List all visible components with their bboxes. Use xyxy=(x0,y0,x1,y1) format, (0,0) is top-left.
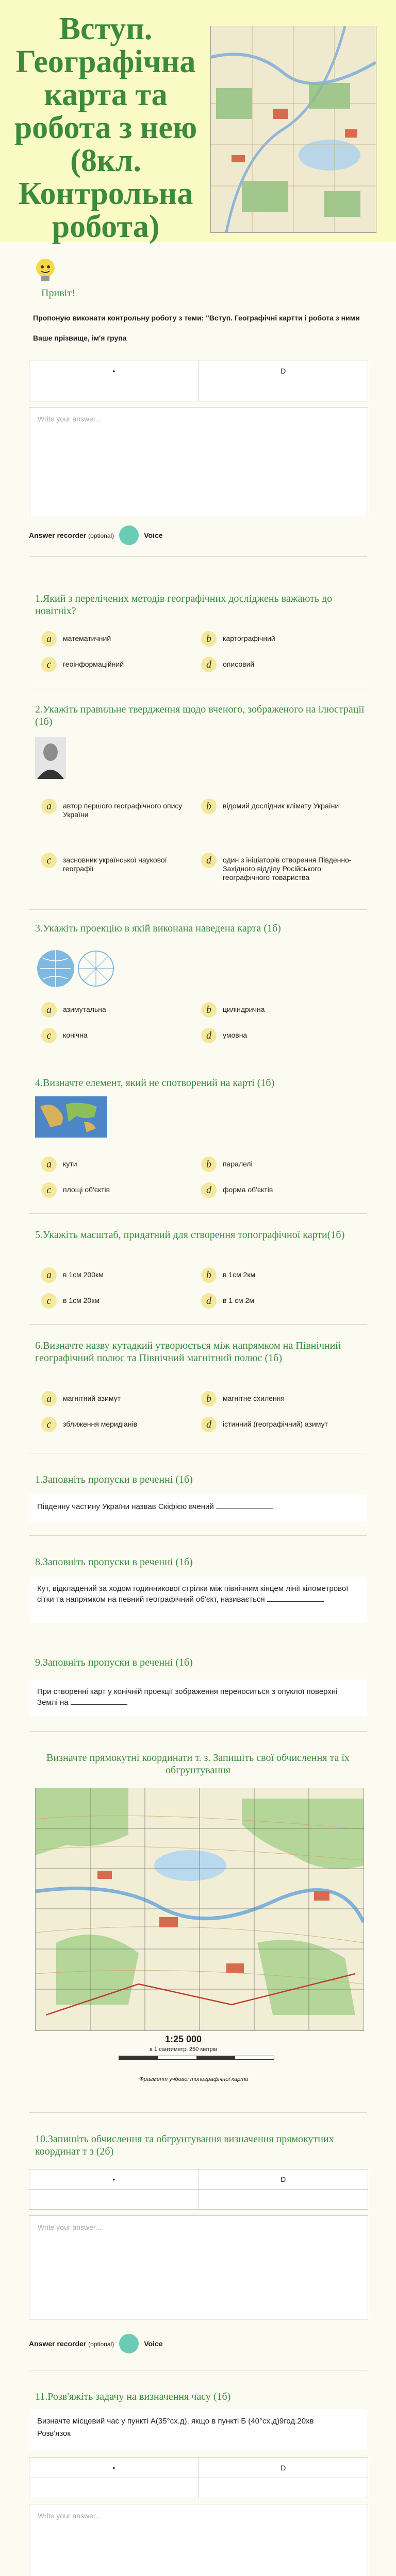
option-badge: c xyxy=(41,1417,57,1432)
option-badge: d xyxy=(201,1293,217,1309)
option-b[interactable]: b картографічний xyxy=(201,631,356,647)
option-c[interactable]: c зближення меридіанів xyxy=(41,1417,191,1432)
fill-sentence: При створенні карт у конічній проекції зображення переноситься з опуклої поверхні Землі на xyxy=(29,1680,367,1716)
option-badge: a xyxy=(41,1267,57,1283)
option-a[interactable]: a в 1см 200км xyxy=(41,1267,191,1283)
answer-placeholder: Write your answer... xyxy=(38,415,102,423)
option-a[interactable]: a азимутальна xyxy=(41,1002,191,1018)
page-title: Вступ. Географічна карта та робота з нею (8кл. Контрольна робота) xyxy=(14,11,197,244)
option-badge: d xyxy=(201,657,217,672)
option-b[interactable]: b в 1см 2км xyxy=(201,1267,356,1283)
option-badge: b xyxy=(201,1157,217,1172)
table-header-col2: D xyxy=(280,367,286,375)
option-c[interactable]: c засновник української наукової географії xyxy=(41,853,191,873)
table-cell[interactable] xyxy=(199,2190,368,2209)
question-8-title: 8.Заповніть пропуски в реченні (1б) xyxy=(35,1556,193,1568)
option-a[interactable]: a автор першого географічного опису України xyxy=(41,799,191,819)
voice-label: Voice xyxy=(144,2340,163,2348)
answer-placeholder: Write your answer... xyxy=(38,2223,102,2231)
answer-recorder[interactable] xyxy=(29,526,163,545)
divider xyxy=(29,909,367,910)
option-c[interactable]: c геоінформаційний xyxy=(41,657,191,672)
divider xyxy=(29,1731,367,1732)
answer-placeholder: Write your answer... xyxy=(38,2512,102,2520)
option-a[interactable]: a математичний xyxy=(41,631,191,647)
option-badge: d xyxy=(201,1028,217,1043)
table-header-col2: D xyxy=(280,2175,286,2183)
divider xyxy=(29,2112,367,2113)
table-cell[interactable] xyxy=(29,2478,199,2498)
question-4-title: 4.Визначте елемент, який не спотворений на карті (1б) xyxy=(35,1077,275,1089)
option-badge: b xyxy=(201,799,217,814)
option-badge: a xyxy=(41,1157,57,1172)
scientist-portrait xyxy=(35,737,66,779)
option-c[interactable]: c в 1см 20км xyxy=(41,1293,191,1309)
voice-label: Voice xyxy=(144,531,163,539)
option-badge: c xyxy=(41,1028,57,1043)
option-badge: d xyxy=(201,1417,217,1432)
question-7-title: 1.Заповніть пропуски в реченні (1б) xyxy=(35,1474,193,1485)
option-badge: a xyxy=(41,799,57,814)
divider xyxy=(29,1324,367,1325)
option-badge: b xyxy=(201,1267,217,1283)
option-badge: c xyxy=(41,853,57,868)
intro-text: Пропоную виконати контрольну роботу з теми: "Вступ. Географічні картти і робота з ними xyxy=(33,314,360,322)
option-a[interactable]: a магнітний азимут xyxy=(41,1391,191,1406)
option-badge: a xyxy=(41,1391,57,1406)
map-scale-note: в 1 сантиметрі 250 метрів xyxy=(150,2046,218,2053)
option-b[interactable]: b магнітне схилення xyxy=(201,1391,356,1406)
option-badge: a xyxy=(41,631,57,647)
globe-projection-image xyxy=(35,948,118,989)
scale-bar xyxy=(119,2056,274,2060)
option-b[interactable]: b паралелі xyxy=(201,1157,356,1172)
record-button[interactable] xyxy=(119,526,139,545)
option-d[interactable]: d описовий xyxy=(201,657,356,672)
table-cell[interactable] xyxy=(29,381,199,401)
option-d[interactable]: d умовна xyxy=(201,1028,356,1043)
answer-box[interactable] xyxy=(29,2215,368,2319)
option-badge: c xyxy=(41,1182,57,1198)
q11-table xyxy=(29,2458,368,2498)
option-d[interactable]: d істинний (географічний) азимут xyxy=(201,1417,356,1432)
map-caption: Фрагмент учбової топографічної карти xyxy=(139,2076,249,2082)
option-d[interactable]: d один з ініціаторів створення Південно-Західного відділу Російського географічного товариства xyxy=(201,853,356,882)
table-header-col1: • xyxy=(29,2458,199,2478)
question-10-title: 10.Запишіть обчислення та обгрунтування визначення прямокутних координат т з (2б) xyxy=(35,2133,334,2157)
header-banner xyxy=(0,0,396,242)
name-prompt: Ваше прізвище, ім'я група xyxy=(33,334,127,342)
topographic-map-image xyxy=(35,1788,364,2031)
recorder-label: Answer recorder xyxy=(29,531,87,539)
table-header-col2: D xyxy=(280,2464,286,2472)
option-badge: b xyxy=(201,631,217,647)
option-a[interactable]: a кути xyxy=(41,1157,191,1172)
option-badge: c xyxy=(41,1293,57,1309)
option-b[interactable]: b циліндрична xyxy=(201,1002,356,1018)
blank-input[interactable] xyxy=(71,1697,127,1705)
table-header-col1: • xyxy=(29,361,199,381)
question-5-title: 5.Укажіть масштаб, придатний для створення топографічної карти(1б) xyxy=(35,1229,345,1241)
greeting: Привіт! xyxy=(41,287,75,299)
option-badge: d xyxy=(201,853,217,868)
answer-box[interactable] xyxy=(29,407,368,516)
answer-recorder[interactable] xyxy=(29,2334,163,2353)
option-badge: d xyxy=(201,1182,217,1198)
table-cell[interactable] xyxy=(199,2478,368,2498)
divider xyxy=(29,1213,367,1214)
blank-input[interactable] xyxy=(267,1594,324,1602)
option-c[interactable]: c конічна xyxy=(41,1028,191,1043)
recorder-label: Answer recorder xyxy=(29,2340,87,2348)
answer-box[interactable] xyxy=(29,2504,368,2576)
q10-table xyxy=(29,2169,368,2210)
coords-task-title: Визначте прямокутні координати т. з. Запишіть свої обчислення та їх обгрунтування xyxy=(46,1752,350,1776)
fill-sentence: Кут, відкладений за ходом годинникової стрілки між північним кінцем лінії кілометрової сітки та напрямком на певний географічний об'єкт, називається xyxy=(29,1577,367,1623)
question-2-title: 2.Укажіть правильне твердження щодо вченого, зображеного на ілюстрації (1б) xyxy=(35,704,365,727)
question-1-title: 1.Який з перелічених методів географічних досліджень важають до новітніх? xyxy=(35,593,333,617)
option-b[interactable]: b відомий дослідник клімату України xyxy=(201,799,356,814)
recorder-optional: (optional) xyxy=(88,2341,114,2348)
table-cell[interactable] xyxy=(199,381,368,401)
table-cell[interactable] xyxy=(29,2190,199,2209)
option-d[interactable]: d в 1 см 2м xyxy=(201,1293,356,1309)
option-d[interactable]: d форма об'єктів xyxy=(201,1182,356,1198)
option-badge: b xyxy=(201,1391,217,1406)
option-badge: a xyxy=(41,1002,57,1018)
divider xyxy=(29,1535,367,1536)
option-c[interactable]: c площі об'єктів xyxy=(41,1182,191,1198)
question-6-title: 6.Визначте назву кутадкий утворюється між напрямком на Північний географічний полюс та Північний магнітний полюс (1б) xyxy=(35,1340,341,1364)
divider xyxy=(29,556,367,557)
world-map-image xyxy=(35,1096,107,1138)
task-text: Визначте місцевий час у пункті А(35°сх.д), якщо в пункті Б (40°сх.д)9год.20хв Розв'язок xyxy=(29,2409,367,2450)
question-11-title: 11.Розв'яжіть задачу на визначення часу (1б) xyxy=(35,2391,231,2402)
name-table xyxy=(29,361,368,401)
recorder-optional: (optional) xyxy=(88,532,114,539)
question-3-title: 3.Укажіть проекцію в якій виконана наведена карта (1б) xyxy=(35,923,281,934)
option-badge: b xyxy=(201,1002,217,1018)
map-scale: 1:25 000 xyxy=(165,2034,202,2044)
bulb-icon xyxy=(33,257,58,284)
header-map-image xyxy=(210,26,376,233)
fill-sentence: Південну частину України назвав Скіфією вчений xyxy=(29,1494,367,1522)
blank-input[interactable] xyxy=(216,1501,273,1509)
table-header-col1: • xyxy=(29,2170,199,2189)
record-button[interactable] xyxy=(119,2334,139,2353)
question-9-title: 9.Заповніть пропуски в реченні (1б) xyxy=(35,1657,193,1668)
option-badge: c xyxy=(41,657,57,672)
